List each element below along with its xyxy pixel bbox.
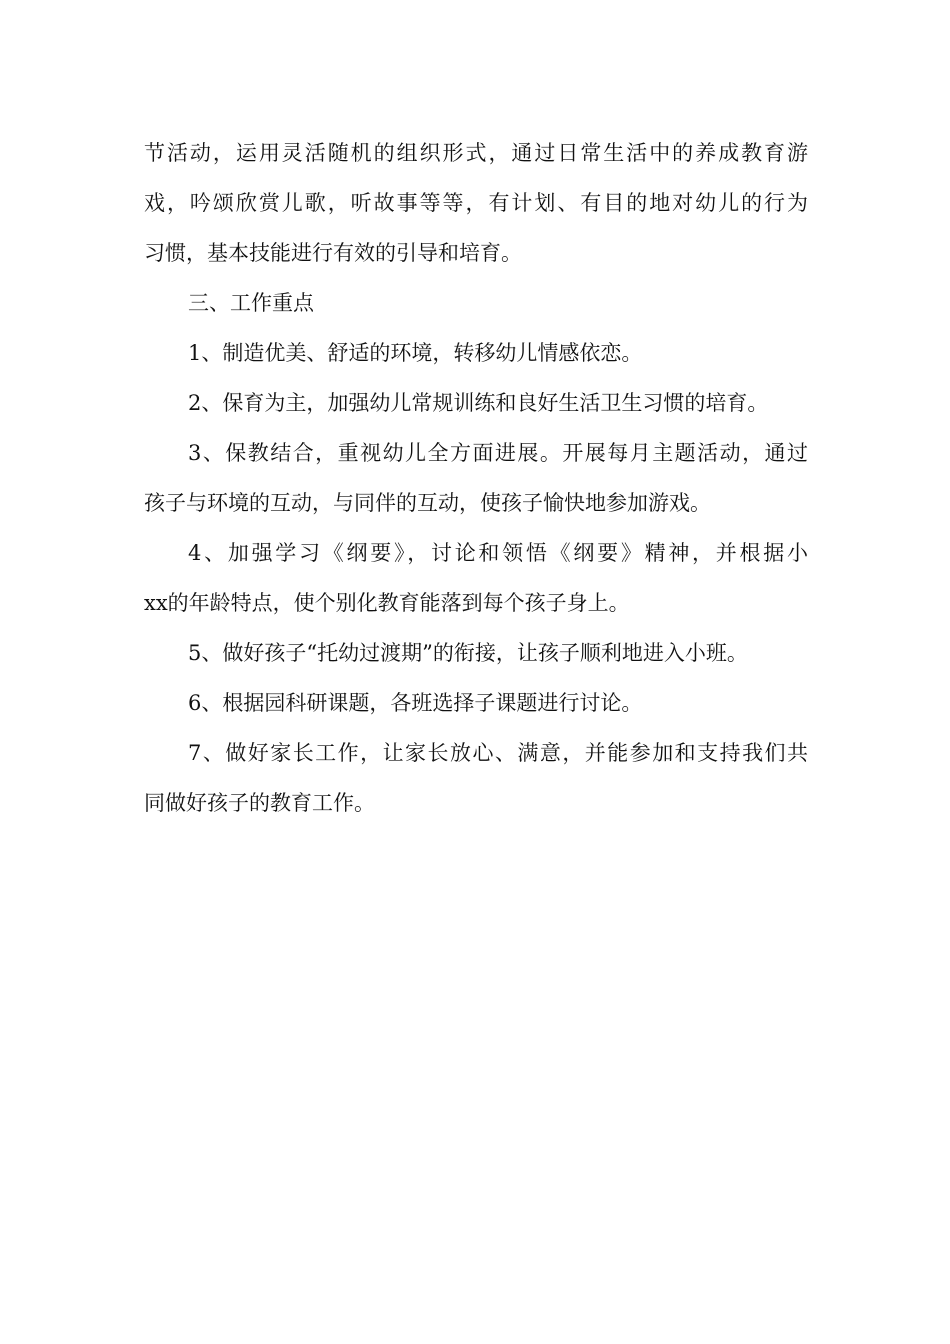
section-heading: 三、工作重点 xyxy=(188,291,314,315)
list-item-3: 3、保教结合，重视幼儿全方面进展。开展每月主题活动，通过 xyxy=(188,441,808,465)
list-item-5: 5、做好孩子“托幼过渡期”的衔接，让孩子顺利地进入小班。 xyxy=(188,641,748,665)
paragraph-line: 习惯，基本技能进行有效的引导和培育。 xyxy=(144,241,522,265)
list-item-4: 4、加强学习《纲要》，讨论和领悟《纲要》精神，并根据小 xyxy=(188,541,808,565)
paragraph-line: 节活动，运用灵活随机的组织形式，通过日常生活中的养成教育游 xyxy=(144,141,808,165)
list-item-6: 6、根据园科研课题，各班选择子课题进行讨论。 xyxy=(188,691,643,715)
list-item-2: 2、保育为主，加强幼儿常规训练和良好生活卫生习惯的培育。 xyxy=(188,391,769,415)
list-item-7: 7、做好家长工作，让家长放心、满意，并能参加和支持我们共 xyxy=(188,741,808,765)
list-item-4-continuation: xx的年龄特点，使个别化教育能落到每个孩子身上。 xyxy=(144,591,630,615)
list-item-3-continuation: 孩子与环境的互动，与同伴的互动，使孩子愉快地参加游戏。 xyxy=(144,491,711,515)
list-item-7-continuation: 同做好孩子的教育工作。 xyxy=(144,791,375,815)
paragraph-line: 戏，吟颂欣赏儿歌，听故事等等，有计划、有目的地对幼儿的行为 xyxy=(144,191,808,215)
document-body xyxy=(144,128,808,828)
list-item-1: 1、制造优美、舒适的环境，转移幼儿情感依恋。 xyxy=(188,341,643,365)
